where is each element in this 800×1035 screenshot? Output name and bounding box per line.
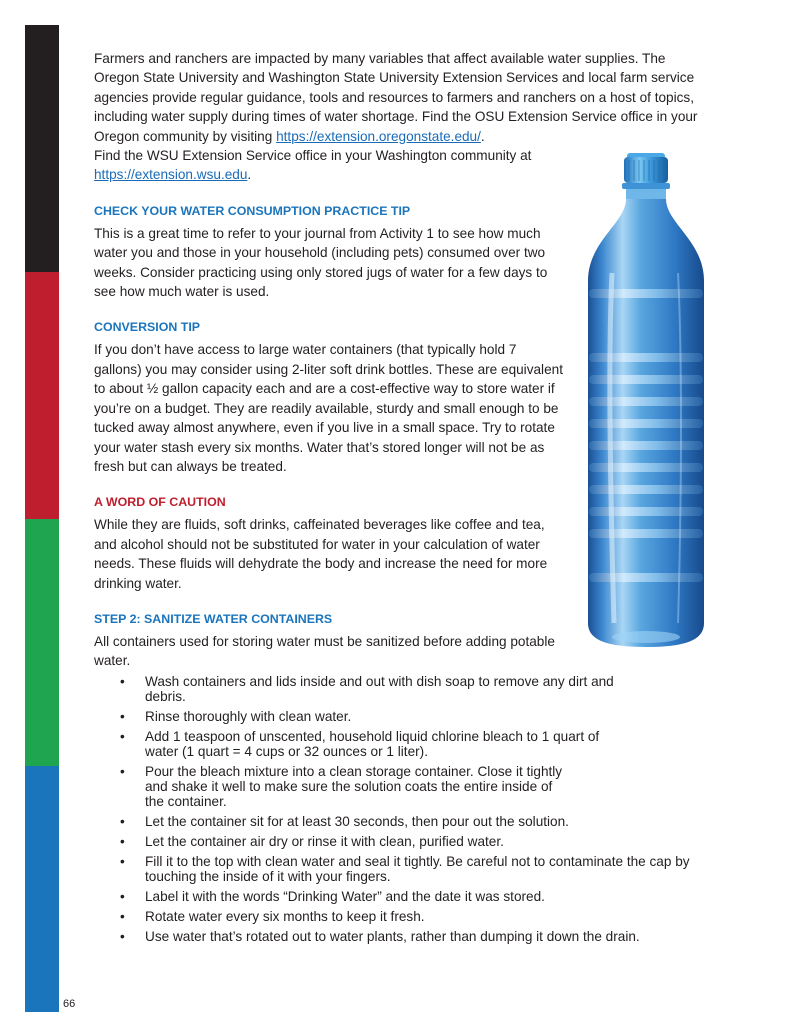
bullet-icon: • [120,728,125,744]
color-sidebar [25,25,59,1012]
intro-paragraph [94,49,714,146]
consumption-body: This is a great time to refer to your journal from Activity 1 to see how much water you and those in your household (including pets) consumed over two weeks. Consider practicing using only stored jugs of water for a few days to see how much water is used. [94,225,548,300]
page-number: 66 [63,998,76,1010]
bullet-icon: • [120,833,125,849]
list-item: • Let the container air dry or rinse it with clean, purified water. [120,833,504,849]
list-item: • Label it with the words “Drinking Water” and the date it was stored. [120,888,545,904]
osu-extension-link[interactable]: https://extension.oregonstate.edu/ [276,128,481,144]
caution-body: While they are fluids, soft drinks, caffeinated beverages like coffee and tea, and alcohol should not be substituted for water in your calculation of water needs. These fluids will dehydrate the body and increase the need for more drinking water. [94,517,548,591]
sanitize-steps-list [94,674,744,944]
intro-text: Farmers and ranchers are impacted by many variables that affect available water supplies. The Oregon State University and Washington State University Extension Services and local farm service agencies provide regular guidance, tools and resources to farmers and ranchers on a host of topics, including water supply during times of water shortage. Find the OSU Extension Service office in your Oregon community by visiting [94,51,698,144]
consumption-heading: CHECK YOUR WATER CONSUMPTION PRACTICE TIP [94,203,411,218]
intro-period: . [480,128,485,144]
list-item: • Rinse thoroughly with clean water. [120,708,352,724]
bullet-icon: • [120,813,125,829]
step2-intro: All containers used for storing water must be sanitized before adding potable water. [94,633,555,669]
sidebar-black-band [25,25,59,272]
bullet-icon: • [120,928,125,944]
bullet-icon: • [120,853,125,869]
conversion-body: If you don’t have access to large water containers (that typically hold 7 gallons) you may consider using 2-liter soft drink bottles. These are equivalent to about ½ gallon capacity each and are a cost-effective way to store water if you’re on a budget. They are readily available, sturdy and small enough to be tucked away almost anywhere, even if you live in a small space. Try to rotate your water stash every six months. Water that’s stored longer will not be as fresh but can always be treated. [94,342,563,474]
list-item: • Wash containers and lids inside and out with dish soap to remove any dirt and debris. [120,673,614,704]
bullet-icon: • [120,708,125,724]
bullet-icon: • [120,908,125,924]
step2-heading: STEP 2: SANITIZE WATER CONTAINERS [94,611,333,626]
bullet-icon: • [120,888,125,904]
sidebar-blue-band [25,766,59,1012]
wsu-extension-link[interactable]: https://extension.wsu.edu [94,167,248,183]
bullet-icon: • [120,763,125,779]
list-item: • Add 1 teaspoon of unscented, household liquid chlorine bleach to 1 quart of water (1 quart = 4 cups or 32 ounces or 1 liter). [120,728,600,759]
sidebar-green-band [25,519,59,766]
list-item: • Use water that’s rotated out to water plants, rather than dumping it down the drain. [120,928,640,944]
list-item: • Fill it to the top with clean water and seal it tightly. Be careful not to contaminate the cap by touching the inside of it with your fingers. [120,853,690,884]
bullet-icon: • [120,673,125,689]
list-item: • Let the container sit for at least 30 seconds, then pour out the solution. [120,813,569,829]
caution-heading: A WORD OF CAUTION [94,495,226,510]
page-content [94,49,744,949]
conversion-heading: CONVERSION TIP [94,320,201,335]
sidebar-red-band [25,272,59,519]
wsu-period: . [247,167,252,183]
wsu-paragraph [94,146,574,185]
list-item: • Rotate water every six months to keep it fresh. [120,908,425,924]
wsu-text: Find the WSU Extension Service office in your Washington community at [94,148,532,164]
list-item: • Pour the bleach mixture into a clean storage container. Close it tightly and shake it well to make sure the solution coats the entire inside of the container. [120,763,563,809]
